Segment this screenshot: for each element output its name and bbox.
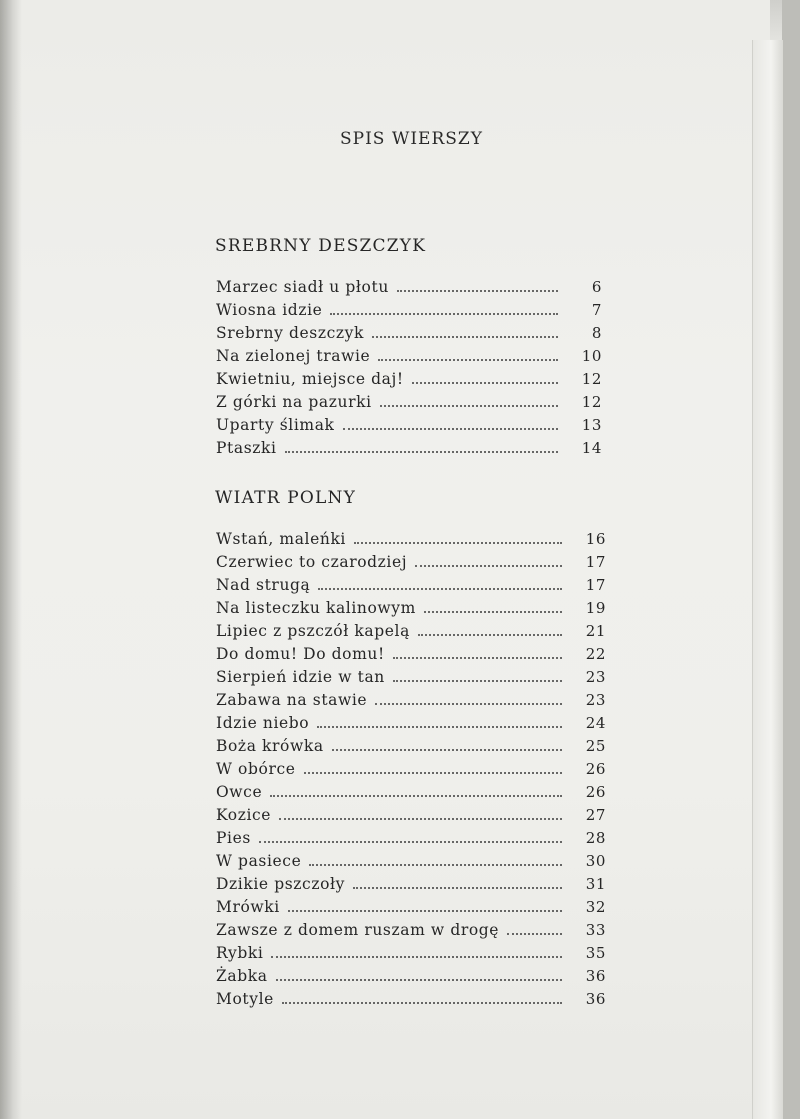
toc-title: Motyle: [216, 990, 274, 1008]
leader-dots: [375, 703, 562, 705]
toc-row[interactable]: [216, 645, 606, 663]
leader-dots: [317, 726, 562, 728]
toc-title: Pies: [216, 829, 251, 847]
toc-row[interactable]: [216, 875, 606, 893]
toc-title: W obórce: [216, 760, 296, 778]
toc-page-number: 12: [581, 370, 602, 388]
leader-dots: [271, 956, 562, 958]
toc-page-number: 35: [585, 944, 606, 962]
toc-page-number: 33: [585, 921, 606, 939]
toc-row[interactable]: [216, 622, 606, 640]
leader-dots: [288, 910, 562, 912]
leader-dots: [397, 290, 558, 292]
toc-page-number: 27: [585, 806, 606, 824]
toc-title: Wstań, maleńki: [216, 530, 346, 548]
toc-page-number: 12: [581, 393, 602, 411]
toc-row[interactable]: [216, 783, 606, 801]
toc-page-number: 31: [585, 875, 606, 893]
leader-dots: [343, 428, 558, 430]
toc-page-number: 10: [581, 347, 602, 365]
toc-row[interactable]: [216, 393, 602, 411]
toc-page-number: 13: [581, 416, 602, 434]
toc-title: Srebrny deszczyk: [216, 324, 365, 342]
toc-page-number: 23: [585, 691, 606, 709]
leader-dots: [318, 588, 562, 590]
leader-dots: [424, 611, 562, 613]
toc-row[interactable]: [216, 599, 606, 617]
toc-row[interactable]: [216, 806, 606, 824]
toc-title: Wiosna idzie: [216, 301, 323, 319]
leader-dots: [412, 382, 558, 384]
leader-dots: [304, 772, 562, 774]
toc-row[interactable]: [216, 576, 606, 594]
toc-page-number: 7: [591, 301, 602, 319]
toc-page-number: 17: [585, 553, 606, 571]
page-title: SPIS WIERSZY: [340, 129, 483, 149]
toc-title: Idzie niebo: [216, 714, 310, 732]
toc-title: Dzikie pszczoły: [216, 875, 346, 893]
toc-title: Zawsze z domem ruszam w drogę: [216, 921, 500, 939]
toc-title: Czerwiec to czarodziej: [216, 553, 408, 571]
toc-page-number: 16: [585, 530, 606, 548]
toc-row[interactable]: [216, 691, 606, 709]
toc-title: W pasiece: [216, 852, 302, 870]
section-title-wiatr-polny: WIATR POLNY: [215, 488, 357, 508]
toc-title: Sierpień idzie w tan: [216, 668, 385, 686]
toc-row[interactable]: [216, 416, 602, 434]
toc-row[interactable]: [216, 760, 606, 778]
toc-page-number: 17: [585, 576, 606, 594]
toc-title: Owce: [216, 783, 263, 801]
toc-page-number: 36: [585, 967, 606, 985]
toc-row[interactable]: [216, 553, 606, 571]
toc-row[interactable]: [216, 852, 606, 870]
toc-title: Marzec siadł u płotu: [216, 278, 389, 296]
leader-dots: [378, 359, 558, 361]
toc-title: Kwietniu, miejsce daj!: [216, 370, 404, 388]
toc-title: Nad strugą: [216, 576, 311, 594]
leader-dots: [380, 405, 558, 407]
toc-title: Kozice: [216, 806, 272, 824]
toc-title: Lipiec z pszczół kapelą: [216, 622, 410, 640]
toc-page-number: 32: [585, 898, 606, 916]
leader-dots: [372, 336, 558, 338]
leader-dots: [507, 933, 562, 935]
toc-row[interactable]: [216, 530, 606, 548]
toc-row[interactable]: [216, 967, 606, 985]
toc-page-number: 19: [585, 599, 606, 617]
toc-page-number: 23: [585, 668, 606, 686]
toc-title: Uparty ślimak: [216, 416, 335, 434]
toc-row[interactable]: [216, 898, 606, 916]
toc-page-number: 28: [585, 829, 606, 847]
leader-dots: [279, 818, 562, 820]
toc-page-number: 24: [585, 714, 606, 732]
toc-row[interactable]: [216, 278, 602, 296]
toc-row[interactable]: [216, 829, 606, 847]
toc-page-number: 26: [585, 760, 606, 778]
toc-title: Zabawa na stawie: [216, 691, 368, 709]
toc-page-number: 26: [585, 783, 606, 801]
toc-page-number: 6: [591, 278, 602, 296]
leader-dots: [418, 634, 562, 636]
toc-row[interactable]: [216, 944, 606, 962]
toc-title: Z górki na pazurki: [216, 393, 372, 411]
toc-row[interactable]: [216, 324, 602, 342]
book-cover-edge: [752, 40, 783, 1119]
toc-row[interactable]: [216, 668, 606, 686]
toc-page-number: 21: [585, 622, 606, 640]
leader-dots: [415, 565, 562, 567]
toc-row[interactable]: [216, 921, 606, 939]
leader-dots: [393, 657, 562, 659]
leader-dots: [282, 1002, 562, 1004]
leader-dots: [259, 841, 562, 843]
toc-page-number: 25: [585, 737, 606, 755]
toc-row[interactable]: [216, 714, 606, 732]
leader-dots: [354, 542, 562, 544]
toc-title: Rybki: [216, 944, 264, 962]
toc-title: Do domu! Do domu!: [216, 645, 385, 663]
toc-page-number: 36: [585, 990, 606, 1008]
toc-page-number: 22: [585, 645, 606, 663]
toc-row[interactable]: [216, 347, 602, 365]
toc-row[interactable]: [216, 301, 602, 319]
leader-dots: [393, 680, 562, 682]
leader-dots: [285, 451, 558, 453]
toc-title: Boża krówka: [216, 737, 324, 755]
leader-dots: [309, 864, 562, 866]
toc-page-number: 8: [591, 324, 602, 342]
page-gutter-shadow: [0, 0, 22, 1119]
toc-row[interactable]: [216, 990, 606, 1008]
background-right: [782, 0, 800, 1119]
leader-dots: [332, 749, 562, 751]
toc-row[interactable]: [216, 439, 602, 457]
toc-title: Na listeczku kalinowym: [216, 599, 416, 617]
toc-title: Na zielonej trawie: [216, 347, 371, 365]
toc-title: Żabka: [216, 967, 268, 985]
toc-page-number: 30: [585, 852, 606, 870]
toc-title: Ptaszki: [216, 439, 277, 457]
toc-title: Mrówki: [216, 898, 280, 916]
toc-row[interactable]: [216, 370, 602, 388]
toc-row[interactable]: [216, 737, 606, 755]
leader-dots: [353, 887, 562, 889]
toc-page-number: 14: [581, 439, 602, 457]
leader-dots: [330, 313, 558, 315]
section-title-srebrny-deszczyk: SREBRNY DESZCZYK: [215, 236, 427, 256]
leader-dots: [276, 979, 562, 981]
leader-dots: [270, 795, 562, 797]
